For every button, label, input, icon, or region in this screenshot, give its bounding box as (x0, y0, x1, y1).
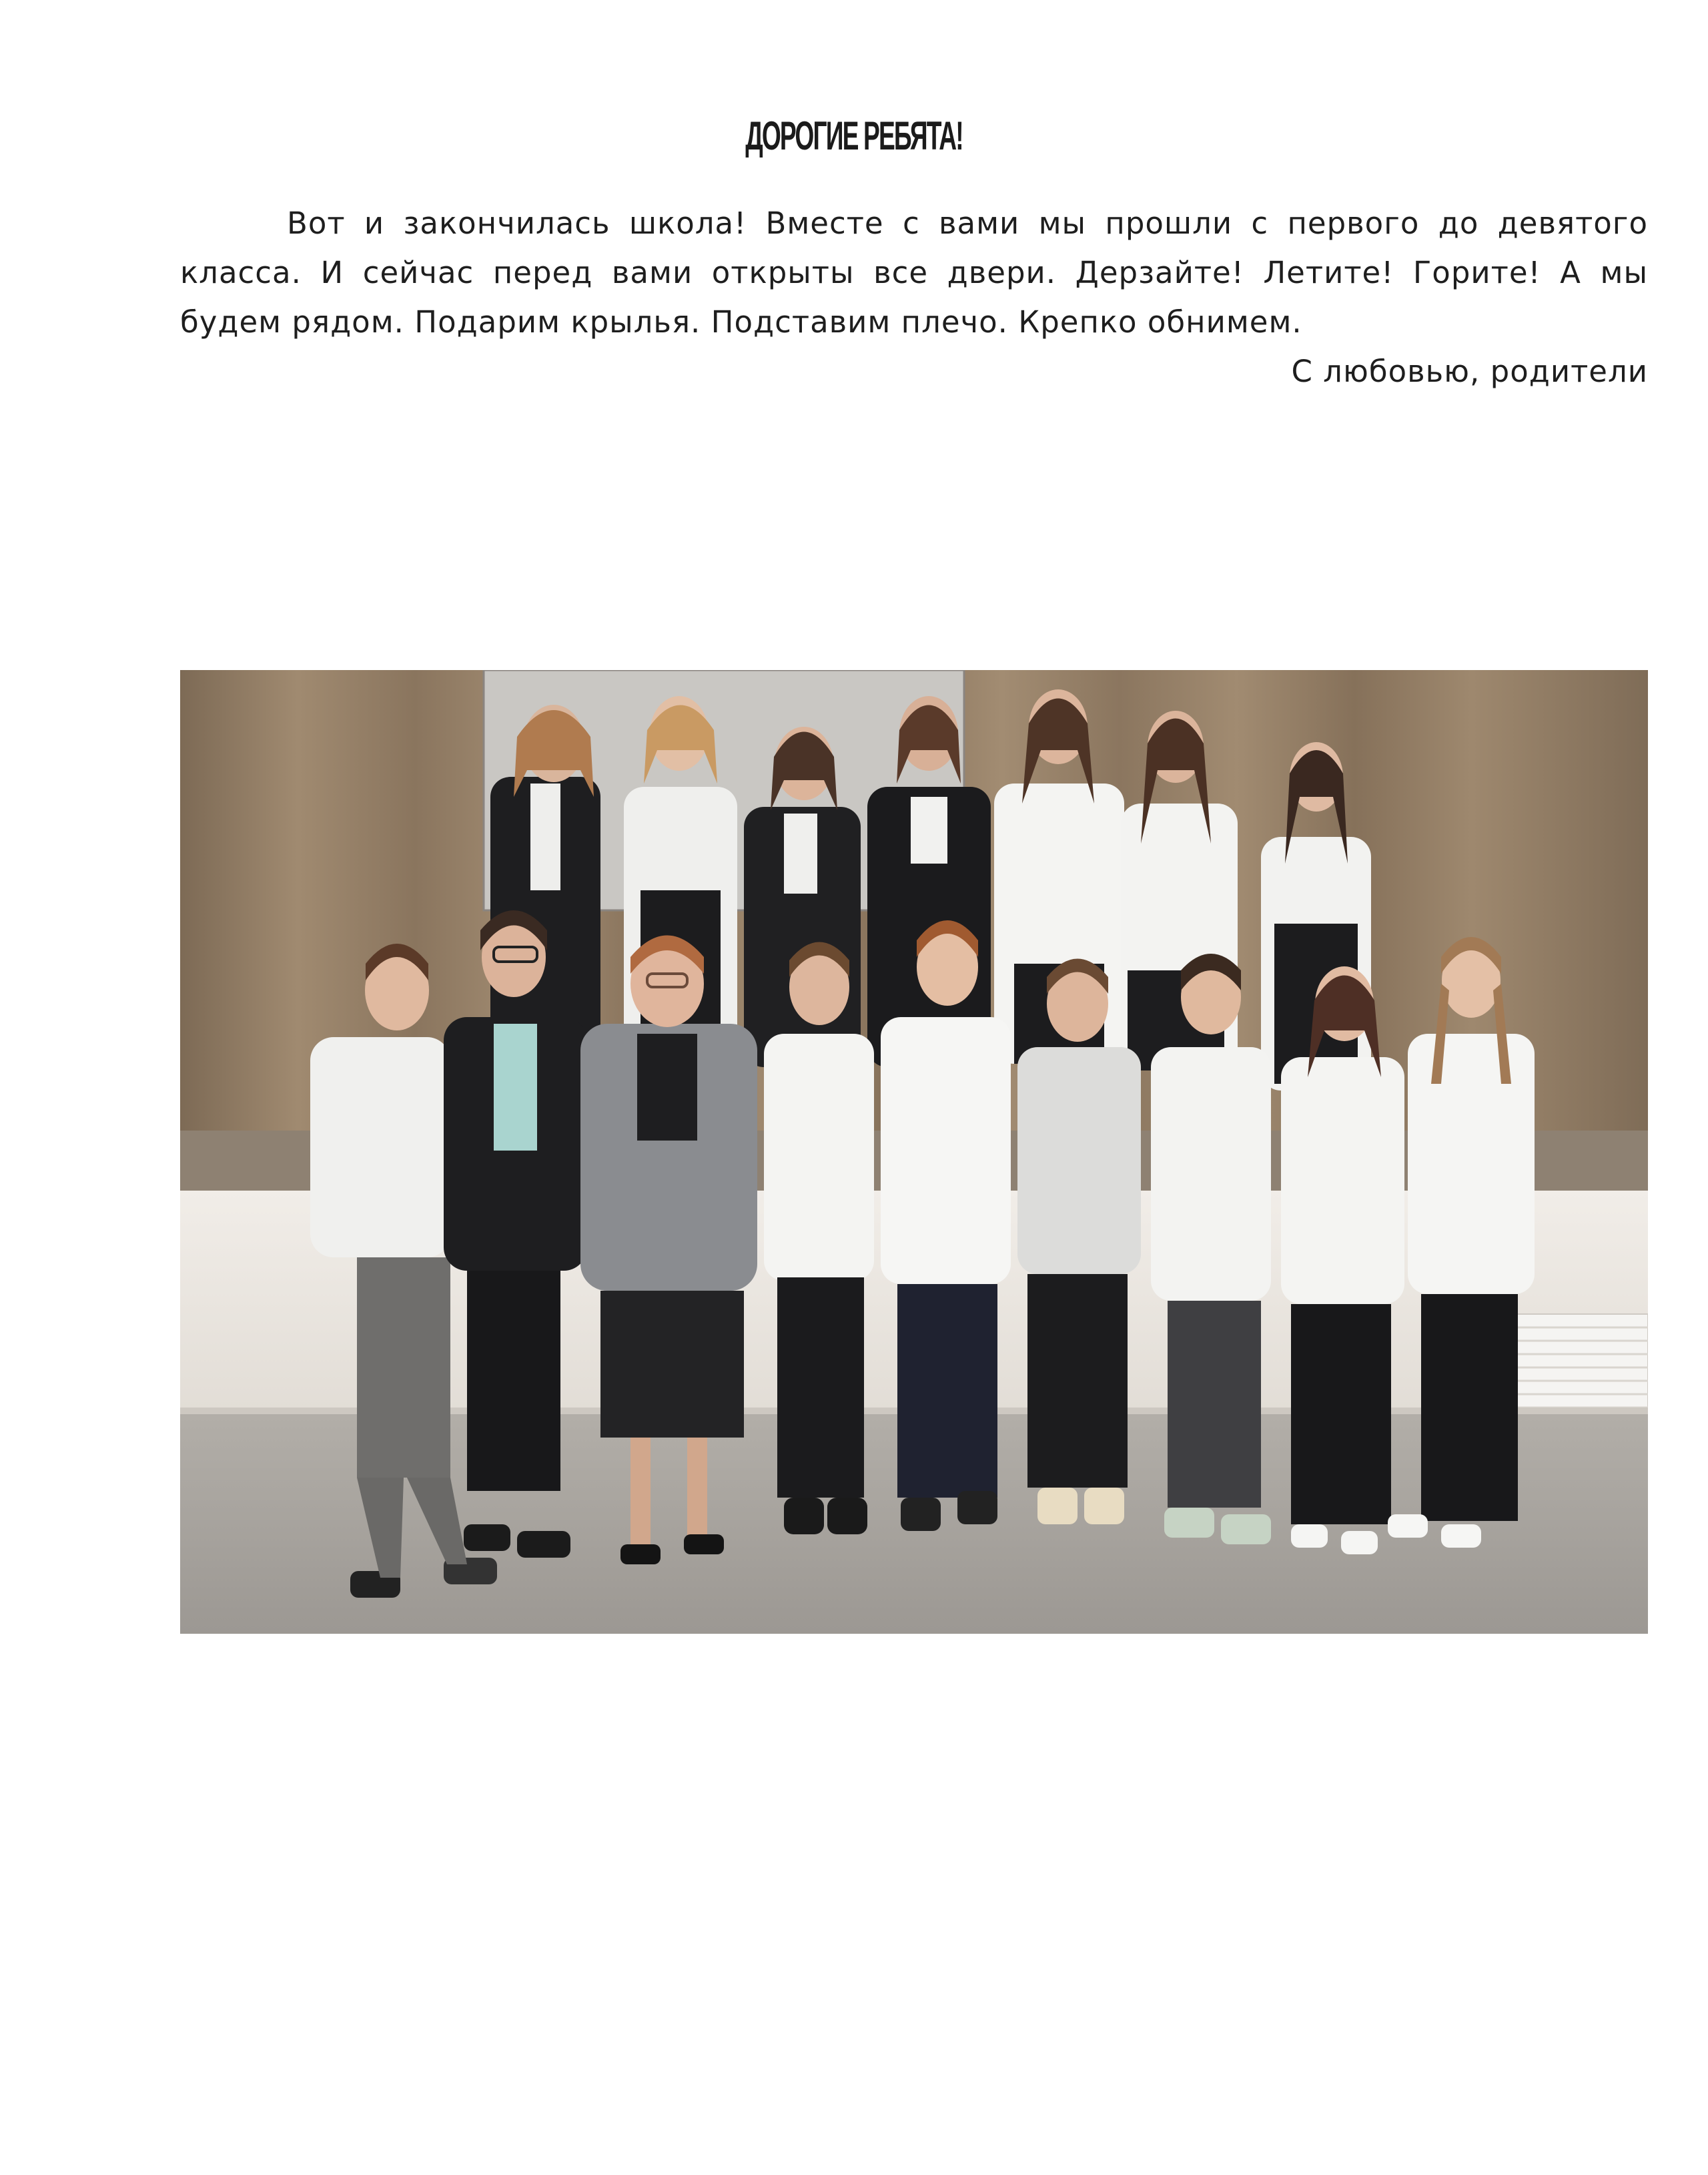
letter-body (180, 199, 1648, 396)
letter-paragraph: Вот и закончилась школа! Вместе с вами мы прошли с первого до девятого класса. И сейчас перед вами открыты все двери. Дерзайте! Летите! Горите! А мы будем рядом. Подарим крылья. Подставим плечо. Крепко обнимем. (180, 206, 1648, 340)
letter-signature: С любовью, родители (1291, 354, 1648, 389)
page-title: ДОРОГИЕ РЕБЯТА! (745, 113, 963, 158)
group-photo (180, 670, 1648, 1634)
